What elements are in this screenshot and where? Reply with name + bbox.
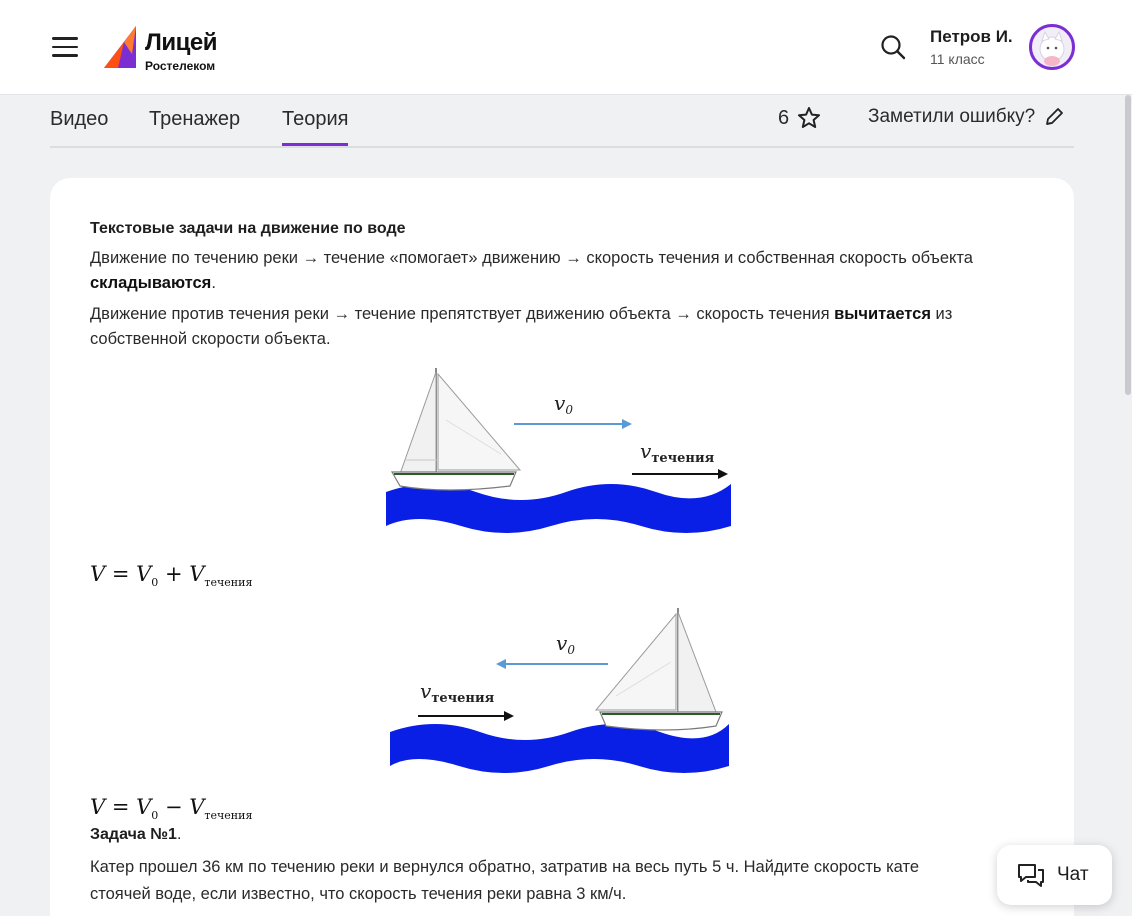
task-text-line-2: стоячей воде, если известно, что скорость течения реки равна 3 км/ч. <box>90 885 627 903</box>
section-title: Текстовые задачи на движение по воде <box>90 220 406 237</box>
logo-mark-icon <box>102 24 138 70</box>
chat-label: Чат <box>1057 864 1089 885</box>
user-class: 11 класс <box>930 51 985 67</box>
sailboat <box>596 608 722 730</box>
page-scrollbar[interactable] <box>1124 95 1132 916</box>
theory-content <box>90 218 1030 352</box>
water-wave <box>386 484 731 533</box>
downstream-illustration <box>386 364 731 534</box>
svg-text:v0: $v_0$ <box>556 631 575 657</box>
lesson-tabs <box>50 96 1074 148</box>
task-title: Задача №1. <box>90 826 182 843</box>
report-error-label: Заметили ошибку? <box>868 106 1036 127</box>
task-text-line-1: Катер прошел 36 км по течению реки и вернулся обратно, затратив на весь путь 5 ч. Найдите скорость кате <box>90 858 920 876</box>
rating-count: 6 <box>778 106 790 129</box>
tab-video[interactable]: Видео <box>50 108 109 130</box>
sailboat <box>392 368 520 490</box>
tab-trainer[interactable]: Тренажер <box>149 108 241 130</box>
svg-text:vтечения: $v_{течения}$ <box>640 439 715 466</box>
star-icon <box>797 106 821 130</box>
tab-theory[interactable]: Теория <box>282 108 348 146</box>
logo-subtitle: Ростелеком <box>145 59 216 73</box>
formula-upstream: $V = V_0 - V_{течения}$ <box>90 795 253 823</box>
top-bar <box>0 0 1132 95</box>
water-wave <box>390 724 729 773</box>
svg-text:v0: $v_0$ <box>554 391 573 417</box>
chat-button[interactable] <box>997 845 1112 905</box>
task-text <box>90 854 1010 908</box>
user-name[interactable]: Петров И. <box>930 27 1013 46</box>
formula-downstream: $V = V_0 + V_{течения}$ <box>90 562 253 590</box>
paragraph-upstream: Движение против течения реки → течение препятствует движению объекта → скорость течения вычитается из собственной скорости объекта. <box>90 305 953 348</box>
scrollbar-thumb[interactable] <box>1125 95 1131 395</box>
paragraph-downstream: Движение по течению реки → течение «помогает» движению → скорость течения и собственная скорость объекта складываются. <box>90 249 973 292</box>
logo-title: Лицей <box>145 29 217 56</box>
search-icon[interactable] <box>880 34 906 60</box>
pencil-icon <box>1043 106 1065 128</box>
chat-icon <box>1017 862 1045 888</box>
avatar[interactable] <box>1029 24 1075 70</box>
rating-button[interactable] <box>778 106 821 130</box>
upstream-illustration <box>386 606 731 776</box>
logo[interactable] <box>102 24 242 74</box>
cat-avatar-icon <box>1032 27 1072 67</box>
svg-text:vтечения: $v_{течения}$ <box>420 679 495 706</box>
report-error-button[interactable] <box>868 106 1065 128</box>
menu-icon[interactable] <box>52 37 78 57</box>
theory-card <box>50 178 1074 916</box>
